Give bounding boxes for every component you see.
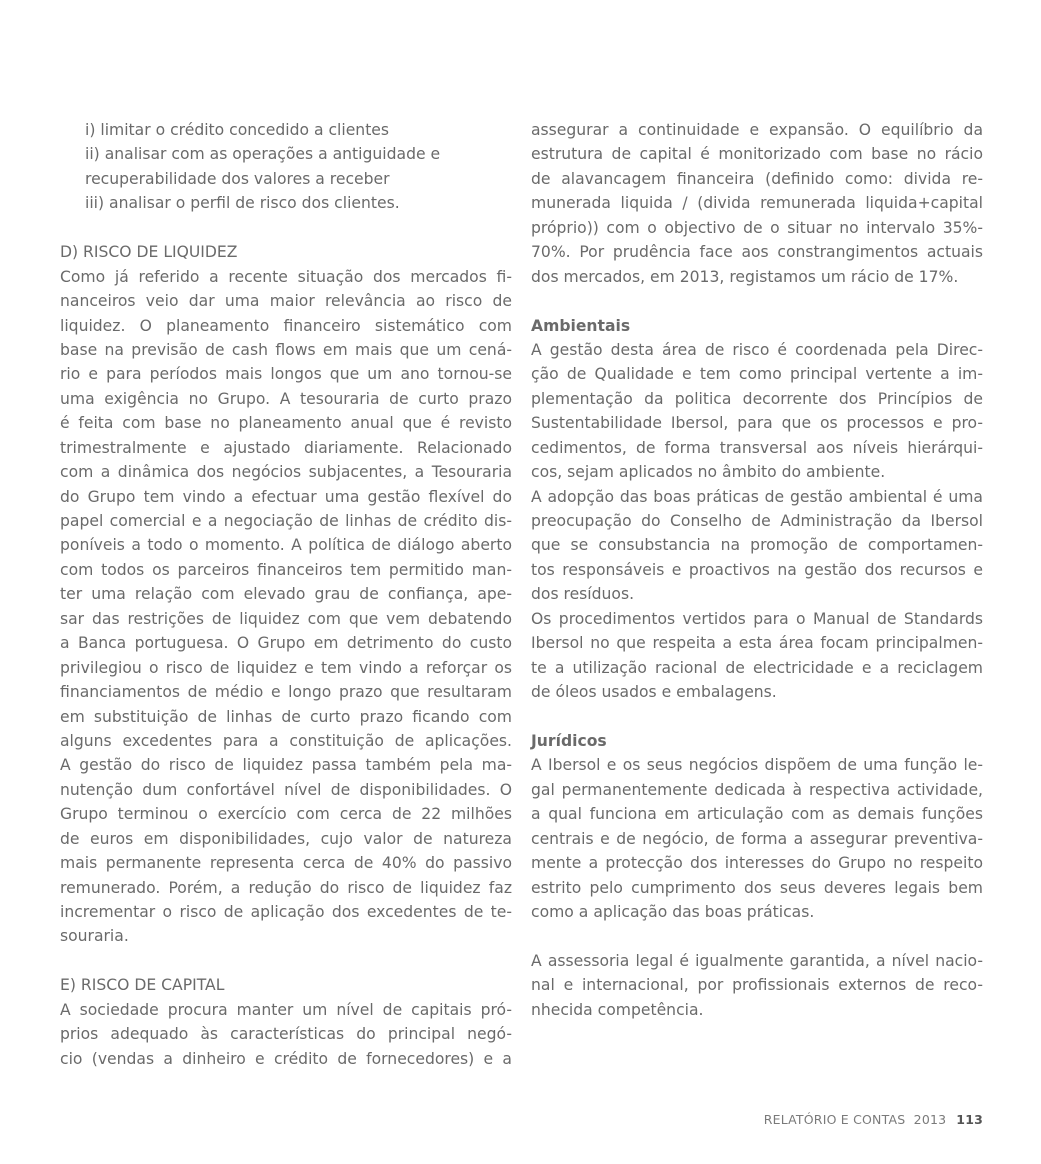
text-line: nanceiros veio dar uma maior relevância ao risco de xyxy=(60,292,512,311)
text-line: nutenção dum confortável nível de disponibilidades. O xyxy=(60,780,512,799)
text-line: com a dinâmica dos negócios subjacentes, a Tesouraria xyxy=(60,463,512,482)
text-line: A Ibersol e os seus negócios dispõem de uma função le- xyxy=(531,756,983,775)
text-line: como a aplicação das boas práticas. xyxy=(531,903,815,921)
report-title: RELATÓRIO E CONTAS 2013 xyxy=(763,1112,947,1127)
text-line: sar das restrições de liquidez com que vem debatendo xyxy=(60,609,512,628)
ambientais-paragraph-3 xyxy=(531,607,983,705)
text-line: centrais e de negócio, de forma a assegurar preventiva- xyxy=(531,829,983,848)
text-line: 70%. Por prudência face aos constrangimentos actuais xyxy=(531,243,983,262)
text-line: a qual funciona em articulação com as demais funções xyxy=(531,805,983,824)
text-line: A sociedade procura manter um nível de capitais pró- xyxy=(60,1000,512,1019)
text-line: papel comercial e a negociação de linhas de crédito dis- xyxy=(60,512,512,530)
ambientais-paragraph-2 xyxy=(531,485,983,607)
text-line: preocupação do Conselho de Administração da Ibersol xyxy=(531,512,983,530)
text-line: estrutura de capital é monitorizado com base no rácio xyxy=(531,145,983,164)
text-line: souraria. xyxy=(60,927,129,946)
text-line: dos resíduos. xyxy=(531,585,635,604)
text-line: A assessoria legal é igualmente garantida, a nível nacio- xyxy=(531,951,983,970)
left-column xyxy=(60,118,512,1071)
section-d-heading: D) RISCO DE LIQUIDEZ xyxy=(60,243,238,262)
text-line: incrementar o risco de aplicação dos excedentes de te- xyxy=(60,903,512,921)
text-line: Os procedimentos vertidos para o Manual de Standards xyxy=(531,609,983,628)
text-line: cedimentos, de forma transversal aos níveis hierárqui- xyxy=(531,438,983,457)
ambientais-heading: Ambientais xyxy=(531,316,631,335)
text-line: mente a protecção dos interesses do Grupo no respeito xyxy=(531,854,983,873)
text-line: ção de Qualidade e tem como principal vertente a im- xyxy=(531,365,983,384)
list-item: recuperabilidade dos valores a receber xyxy=(85,169,390,188)
text-line: de euros em disponibilidades, cujo valor de natureza xyxy=(60,829,512,848)
text-line: Sustentabilidade Ibersol, para que os processos e pro- xyxy=(531,414,983,433)
text-line: plementação da politica decorrente dos Princípios de xyxy=(531,389,983,408)
text-line: nal e internacional, por profissionais externos de reco- xyxy=(531,976,983,995)
text-line: tos responsáveis e proactivos na gestão dos recursos e xyxy=(531,560,983,579)
page-number: 113 xyxy=(956,1112,983,1127)
text-line: gal permanentemente dedicada à respectiva actividade, xyxy=(531,780,983,799)
text-line: Como já referido a recente situação dos mercados fi- xyxy=(60,267,512,286)
ambientais-paragraph-1 xyxy=(531,338,983,485)
juridicos-paragraph-1 xyxy=(531,753,983,924)
text-line: de alavancagem financeira (definido como: divida re- xyxy=(531,169,983,188)
text-line: do Grupo tem vindo a efectuar uma gestão flexível do xyxy=(60,487,512,506)
page-footer xyxy=(764,1112,983,1127)
text-line: financiamentos de médio e longo prazo que resultaram xyxy=(60,683,512,702)
text-line: próprio)) com o objectivo de o situar no intervalo 35%- xyxy=(531,218,983,237)
text-line: a Banca portuguesa. O Grupo em detrimento do custo xyxy=(60,634,512,653)
text-line: cos, sejam aplicados no âmbito do ambiente. xyxy=(531,463,886,482)
text-line: é feita com base no planeamento anual que é revisto xyxy=(60,414,512,433)
capital-risk-continuation xyxy=(531,118,983,289)
text-line: mais permanente representa cerca de 40% do passivo xyxy=(60,854,512,873)
text-line: cio (vendas a dinheiro e crédito de fornecedores) e a xyxy=(60,1049,512,1068)
text-line: liquidez. O planeamento financeiro sistemático com xyxy=(60,316,512,335)
text-line: uma exigência no Grupo. A tesouraria de curto prazo xyxy=(60,389,512,408)
text-line: em substituição de linhas de curto prazo ficando com xyxy=(60,707,512,726)
juridicos-heading: Jurídicos xyxy=(531,731,607,750)
text-line: A gestão desta área de risco é coordenada pela Direc- xyxy=(531,340,983,359)
liquidity-risk-paragraph xyxy=(60,265,512,949)
text-line: privilegiou o risco de liquidez e tem vindo a reforçar os xyxy=(60,658,512,677)
text-line: A gestão do risco de liquidez passa também pela ma- xyxy=(60,756,512,775)
text-line: que se consubstancia na promoção de comportamen- xyxy=(531,536,983,555)
text-line: base na previsão de cash flows em mais que um cená- xyxy=(60,340,512,359)
text-line: prios adequado às características do principal negó- xyxy=(60,1025,512,1044)
text-line: dos mercados, em 2013, registamos um rácio de 17%. xyxy=(531,267,959,286)
text-line: A adopção das boas práticas de gestão ambiental é uma xyxy=(531,487,983,506)
juridicos-paragraph-2 xyxy=(531,949,983,1022)
text-line: trimestralmente e ajustado diariamente. Relacionado xyxy=(60,438,512,457)
list-item: iii) analisar o perfil de risco dos clientes. xyxy=(85,194,400,213)
text-line: rio e para períodos mais longos que um ano tornou-se xyxy=(60,365,512,384)
text-line: ter uma relação com elevado grau de confiança, ape- xyxy=(60,585,512,604)
text-line: Ibersol no que respeita a esta área focam principalmen- xyxy=(531,634,983,653)
right-column xyxy=(531,118,983,1022)
text-line: nhecida competência. xyxy=(531,1000,704,1019)
text-line: alguns excedentes para a constituição de aplicações. xyxy=(60,731,512,750)
list-item: i) limitar o crédito concedido a clientes xyxy=(85,121,390,139)
capital-risk-paragraph xyxy=(60,998,512,1071)
text-line: te a utilização racional de electricidade e a reciclagem xyxy=(531,658,983,677)
section-e-heading: E) RISCO DE CAPITAL xyxy=(60,976,225,995)
text-line: assegurar a continuidade e expansão. O equilíbrio da xyxy=(531,121,983,139)
text-line: estrito pelo cumprimento dos seus deveres legais bem xyxy=(531,878,983,897)
text-line: Grupo terminou o exercício com cerca de 22 milhões xyxy=(60,805,512,824)
list-item: ii) analisar com as operações a antiguidade e xyxy=(85,145,441,164)
text-line: com todos os parceiros financeiros tem permitido man- xyxy=(60,560,512,579)
text-line: poníveis a todo o momento. A política de diálogo aberto xyxy=(60,536,512,555)
client-risk-list xyxy=(60,118,512,216)
text-line: remunerado. Porém, a redução do risco de liquidez faz xyxy=(60,878,512,897)
text-line: munerada liquida / (divida remunerada liquida+capital xyxy=(531,194,983,213)
text-line: de óleos usados e embalagens. xyxy=(531,683,777,702)
